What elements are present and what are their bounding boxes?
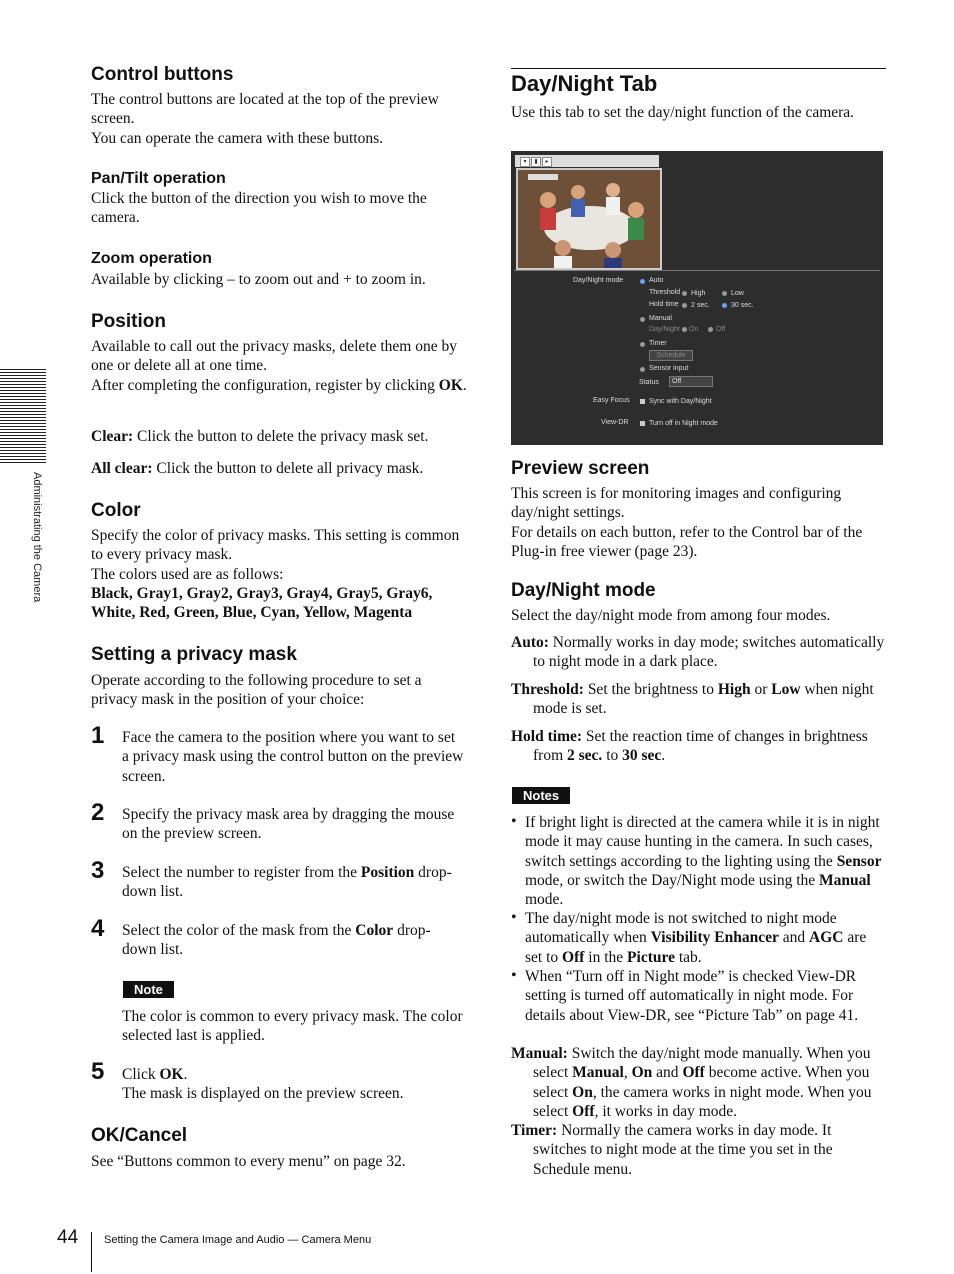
high-label: High	[691, 290, 706, 297]
position-heading: Position	[91, 311, 166, 332]
daynight-screenshot	[511, 151, 883, 445]
sensor-input-radio[interactable]	[640, 367, 645, 372]
control-buttons-heading: Control buttons	[91, 64, 234, 85]
page-number: 44	[57, 1227, 79, 1248]
notes-label: Notes	[512, 787, 570, 804]
step-4	[91, 915, 467, 965]
easy-focus-label: Easy Focus	[593, 397, 630, 404]
bullet-icon: •	[511, 909, 517, 926]
on-radio[interactable]	[682, 327, 687, 332]
note-item: • When “Turn off in Night mode” is checked View-DR setting is turned off automatically in night mode. For details about View-DR, see “Picture Tab” on page 41.	[511, 967, 859, 1024]
step-text: Select the number to register from the Position drop-down list.	[122, 864, 452, 901]
ok-cancel-text: See “Buttons common to every menu” on page 32.	[91, 1153, 406, 1170]
timer-description: Timer: Normally the camera works in day mode. It switches to night mode at the time you set in the Schedule menu.	[511, 1122, 833, 1178]
high-radio[interactable]	[682, 291, 687, 296]
threshold-label: Threshold	[649, 289, 681, 296]
step-number: 3	[91, 857, 105, 884]
off-radio[interactable]	[708, 327, 713, 332]
section-rule	[511, 68, 886, 69]
color-heading: Color	[91, 500, 141, 521]
step-5	[91, 1058, 467, 1108]
turn-off-checkbox[interactable]	[640, 421, 645, 426]
control-p-button-icon: ▸	[542, 157, 552, 167]
auto-label: Auto	[649, 277, 664, 284]
low-label: Low	[731, 290, 744, 297]
note-item: • The day/night mode is not switched to night mode automatically when Visibility Enhancer and AGC are set to Off in the Picture tab.	[511, 909, 867, 966]
privacy-mask-heading: Setting a privacy mask	[91, 644, 297, 665]
sensor-input-label: Sensor input	[649, 365, 689, 372]
step-text: Face the camera to the position where you want to set a privacy mask using the control button on the preview screen.	[122, 729, 464, 785]
timer-radio[interactable]	[640, 342, 645, 347]
position-text: Available to call out the privacy masks, delete them one by one or delete all at one time. After completing the configuration, register by clicking OK.	[91, 338, 467, 394]
on-label: On	[689, 326, 699, 333]
footer-text: Setting the Camera Image and Audio — Camera Menu	[104, 1234, 372, 1246]
auto-radio[interactable]	[640, 279, 645, 284]
preview-screen-heading: Preview screen	[511, 458, 650, 479]
clear-description: Clear: Click the button to delete the privacy mask set.	[91, 428, 429, 445]
step-number: 4	[91, 915, 105, 942]
bullet-icon: •	[511, 813, 517, 830]
sync-checkbox[interactable]	[640, 399, 645, 404]
manual-radio[interactable]	[640, 317, 645, 322]
threshold-description: Threshold: Set the brightness to High or Low when night mode is set.	[511, 681, 874, 718]
off-label: Off	[716, 326, 726, 333]
step-text: Click OK. The mask is displayed on the preview screen.	[122, 1066, 404, 1103]
note-text: The color is common to every privacy mask. The color selected last is applied.	[122, 1008, 463, 1045]
thirty-sec-radio[interactable]	[722, 303, 727, 308]
timer-label: Timer	[649, 340, 667, 347]
daynight-tab-title: Day/Night Tab	[511, 71, 658, 96]
step-1	[91, 722, 467, 792]
step-number: 5	[91, 1058, 105, 1085]
step-number: 1	[91, 722, 105, 749]
divider	[514, 270, 880, 271]
step-3	[91, 857, 467, 907]
side-tab-stripe	[0, 369, 46, 463]
zoom-text: Available by clicking – to zoom out and + to zoom in.	[91, 271, 426, 288]
sync-label: Sync with Day/Night	[649, 398, 712, 405]
thirty-sec-label: 30 sec.	[731, 302, 754, 309]
viewdr-label: View-DR	[601, 419, 629, 426]
step-number: 2	[91, 799, 105, 826]
bullet-icon: •	[511, 967, 517, 984]
ok-cancel-heading: OK/Cancel	[91, 1125, 188, 1146]
status-value: Off	[669, 376, 713, 387]
color-text: Specify the color of privacy masks. This setting is common to every privacy mask. The colors used are as follows: Black, Gray1, Gray2, Gray3, Gray4, Gray5, Gray6, White, Red, Green, Blue, Cyan, Yellow, Magenta	[91, 527, 460, 622]
low-radio[interactable]	[722, 291, 727, 296]
control-pause-button-icon: ▮	[531, 157, 541, 167]
two-sec-label: 2 sec.	[691, 302, 710, 309]
all-clear-description: All clear: Click the button to delete all privacy mask.	[91, 460, 424, 477]
daynight-mode-label: Day/Night mode	[573, 277, 624, 284]
two-sec-radio[interactable]	[682, 303, 687, 308]
auto-description: Auto: Normally works in day mode; switches automatically to night mode in a dark place.	[511, 634, 885, 671]
daynight-label: Day/Night	[649, 326, 680, 333]
step-text: Specify the privacy mask area by dragging the mouse on the preview screen.	[122, 806, 455, 843]
hold-time-description: Hold time: Set the reaction time of changes in brightness from 2 sec. to 30 sec.	[511, 728, 868, 765]
turn-off-label: Turn off in Night mode	[649, 420, 718, 427]
side-tab-label: Administrating the Camera	[31, 472, 43, 603]
classroom-photo-icon	[518, 170, 660, 268]
privacy-mask-intro: Operate according to the following procedure to set a privacy mask in the position of your choice:	[91, 672, 422, 709]
daynight-mode-intro: Select the day/night mode from among four modes.	[511, 607, 831, 624]
status-label: Status	[639, 379, 659, 386]
hold-time-label: Hold time	[649, 301, 679, 308]
daynight-tab-intro: Use this tab to set the day/night function of the camera.	[511, 104, 855, 121]
preview-screen-text: This screen is for monitoring images and configuring day/night settings. For details on each button, refer to the Control bar of the Plug-in free viewer (page 23).	[511, 485, 863, 560]
pan-tilt-text: Click the button of the direction you wish to move the camera.	[91, 190, 427, 227]
control-pan-button-icon: ▾	[520, 157, 530, 167]
manual-description: Manual: Switch the day/night mode manually. When you select Manual, On and Off become active. When you select On, the camera works in night mode. When you select Off, it works in day mode.	[511, 1045, 872, 1120]
note-item: • If bright light is directed at the camera while it is in night mode it may cause hunting in the camera. In such cases, switch settings according to the lighting using the Sensor mode, or switch the Day/Night mode using the Manual mode.	[511, 813, 882, 909]
control-buttons-text: The control buttons are located at the top of the preview screen. You can operate the camera with these buttons.	[91, 91, 439, 147]
zoom-heading: Zoom operation	[91, 250, 212, 267]
step-2	[91, 799, 467, 849]
daynight-mode-heading: Day/Night mode	[511, 580, 656, 601]
note-label: Note	[123, 981, 174, 998]
schedule-button[interactable]: Schedule	[649, 350, 693, 361]
footer-divider	[91, 1232, 92, 1272]
step-text: Select the color of the mask from the Color drop-down list.	[122, 922, 431, 959]
pan-tilt-heading: Pan/Tilt operation	[91, 170, 226, 187]
manual-label: Manual	[649, 315, 672, 322]
preview-image	[516, 168, 662, 270]
